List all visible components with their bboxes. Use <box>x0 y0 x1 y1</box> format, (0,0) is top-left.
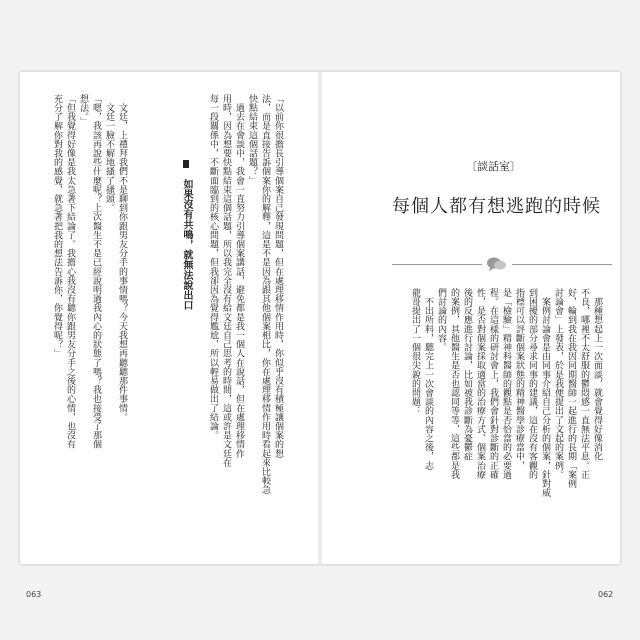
body-line: 到困擾的部分尋求同事的建議，這在沒有客觀的 <box>527 288 537 480</box>
body-line: 用時，因為想要快點結束這個話題，所以我完全沒有給文廷自己思考的時間，這或許是文廷在 <box>221 94 231 468</box>
title-divider-left <box>392 264 482 265</box>
body-line: 好，輪到我在我因同期醫師一起進行的長期「案例 <box>566 288 576 489</box>
book-gutter <box>317 72 323 564</box>
title-divider-right <box>512 264 612 265</box>
body-line: 性，是否對個案採取適當的治療方式、個案治療 <box>475 288 485 480</box>
heading-marker-icon <box>183 160 189 168</box>
book-spread <box>20 72 620 599</box>
chapter-title: 每個人都有想逃跑的時候 <box>392 196 601 217</box>
body-line: 不出所料，聽完上一次會談的內容之後，志 <box>423 288 433 470</box>
body-line: 的案例，其他醫生是否也認同等等，這些都是我 <box>449 288 459 480</box>
body-line: 法，而是直接告訴個案你的解釋，這是不是因為跟其他個案相比，你在處理移情作用時看起來比較急 <box>260 94 270 495</box>
dialogue-line: 文廷一臉不解地搔了搔頭。 <box>104 94 114 213</box>
body-line: 們討論的內容。 <box>436 288 446 352</box>
body-line: 不良，哪裡不太舒服的鬱悶感一直無法平息。正 <box>579 288 589 480</box>
body-line: 快點結束這個話題？」 <box>247 94 257 185</box>
body-line: 指標可以評斷個案狀態的精神醫學診療當中， <box>514 288 524 470</box>
dialogue-line: 「但我覺得好像是我太急著下結論了。我擔心我沒有聽你跟男友分手之後的心情，也沒有 <box>65 94 75 449</box>
body-line: 程。在這樣的研討會上，我們會針對診斷的正確 <box>488 288 498 480</box>
body-line: 每一段關係中，不斷面臨到的核心問題，但我卻因為覺得尷尬，所以輕易做出了結論。 <box>208 94 218 440</box>
section-heading <box>180 160 193 380</box>
body-line: 「以前你很擔長引導個案自己發現問題，但在處理移情作用時，你似乎沒有積極讓個案的想 <box>273 94 283 458</box>
dialogue-line: 充分了解你對我的感覺，就急著把我的想法告訴你，你覺得呢？」 <box>52 94 62 358</box>
left-page-dialogue <box>50 94 128 514</box>
dialogue-line: 「嗯，我該再說些什麼呢？上次醫生不是已經說明過我內心的狀態了嗎？我也接受了那個 <box>91 94 101 449</box>
right-page-body <box>408 288 603 578</box>
page-number-right: 062 <box>598 590 614 599</box>
body-line: 是「檢驗」精神科醫師的觀點是否恰當的必要過 <box>501 288 511 480</box>
speech-bubble-icon <box>486 255 508 273</box>
body-line: 後的反應進行討論，比如被我診斷為憂鬱症 <box>462 288 472 461</box>
section-heading-text: 如果沒有共鳴，就無法說出口 <box>181 179 192 311</box>
body-line: 那種想起上一次面談，就會覺得好像消化 <box>592 288 602 461</box>
dialogue-line: 想法。」 <box>78 94 88 126</box>
body-line: 過去在會談中，我會一直努力引導個案講話，避免都是我一個人在說話，但在處理移情作 <box>234 94 244 458</box>
left-page-body-top <box>206 94 284 495</box>
page-number-left: 063 <box>26 590 42 599</box>
section-tag: 〔談話室〕 <box>466 160 521 173</box>
body-line: 龍哥提出了一個很尖銳的問題： <box>410 288 420 416</box>
dialogue-line: 文廷，上禮拜我們不是聊到你跟男友分手的事情嗎？今天我想再聽聽那件事情。 <box>117 94 127 422</box>
body-line: 討論會」上發表，於是我便提出了文起的案例。 <box>553 288 563 480</box>
body-line: 案例討論會是由同事介紹自己分析的個案，針對威 <box>540 288 550 498</box>
